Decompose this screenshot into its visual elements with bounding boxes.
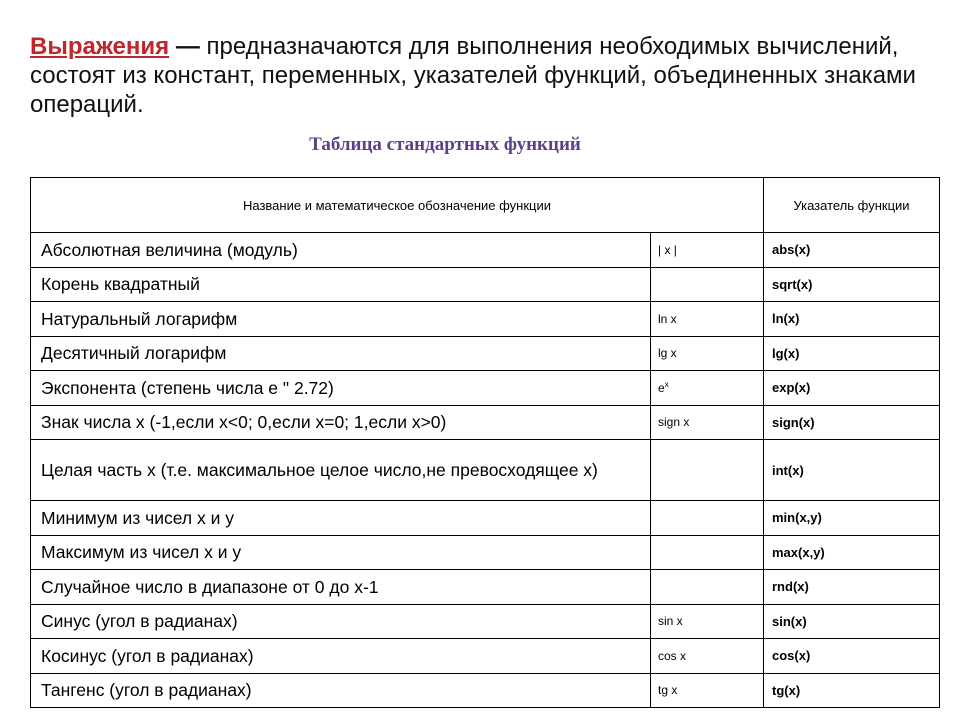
header-function-name: Название и математическое обозначение функции <box>31 178 764 233</box>
function-name-cell: Тангенс (угол в радианах) <box>31 673 651 708</box>
math-notation: cos x <box>658 648 687 663</box>
intro-paragraph <box>30 32 930 119</box>
function-pointer-cell: int(x) <box>764 440 940 501</box>
table-row <box>31 440 940 501</box>
math-notation: | x | <box>658 242 677 257</box>
math-notation: e <box>658 381 665 396</box>
function-name-cell: Целая часть x (т.е. максимальное целое число,не превосходящее x) <box>31 440 651 501</box>
table-row <box>31 405 940 440</box>
math-notation-cell <box>651 673 764 708</box>
table-row <box>31 673 940 708</box>
table-row <box>31 639 940 674</box>
math-notation-cell <box>651 604 764 639</box>
function-name-cell: Косинус (угол в радианах) <box>31 639 651 674</box>
math-superscript: x <box>664 380 669 390</box>
table-row <box>31 371 940 406</box>
math-notation-cell <box>651 371 764 406</box>
function-pointer-cell: abs(x) <box>764 233 940 268</box>
math-notation-cell <box>651 440 764 501</box>
table-row <box>31 233 940 268</box>
function-name-cell: Минимум из чисел x и y <box>31 501 651 536</box>
math-notation: ln x <box>658 311 677 326</box>
function-name-cell: Синус (угол в радианах) <box>31 604 651 639</box>
header-function-pointer: Указатель функции <box>764 178 940 233</box>
function-pointer-cell: tg(x) <box>764 673 940 708</box>
intro-text: предназначаются для выполнения необходимых вычислений, состоят из констант, переменных, указателей функций, объединенных знаками операций. <box>30 33 916 118</box>
table-title: Таблица стандартных функций <box>309 134 581 155</box>
function-pointer-cell: rnd(x) <box>764 570 940 605</box>
function-pointer-cell: min(x,y) <box>764 501 940 536</box>
table-row <box>31 302 940 337</box>
table-row <box>31 336 940 371</box>
table-body <box>31 233 940 708</box>
math-notation-cell <box>651 639 764 674</box>
math-notation: sign x <box>658 415 690 430</box>
table-header-row <box>31 178 940 233</box>
function-pointer-cell: exp(x) <box>764 371 940 406</box>
math-notation-cell <box>651 535 764 570</box>
function-name-cell: Знак числа x (-1,если x<0; 0,если x=0; 1,если x>0) <box>31 405 651 440</box>
math-notation: lg x <box>658 346 677 361</box>
function-pointer-cell: sign(x) <box>764 405 940 440</box>
table-row <box>31 267 940 302</box>
em-dash: — <box>175 33 200 60</box>
function-pointer-cell: sin(x) <box>764 604 940 639</box>
function-name-cell: Экспонента (степень числа е " 2.72) <box>31 371 651 406</box>
function-pointer-cell: ln(x) <box>764 302 940 337</box>
function-name-cell: Корень квадратный <box>31 267 651 302</box>
math-notation: sin x <box>658 614 683 629</box>
math-notation: tg x <box>658 683 678 698</box>
term-expressions: Выражения <box>30 33 170 60</box>
function-name-cell: Случайное число в диапазоне от 0 до x-1 <box>31 570 651 605</box>
function-pointer-cell: cos(x) <box>764 639 940 674</box>
table-row <box>31 604 940 639</box>
function-name-cell: Натуральный логарифм <box>31 302 651 337</box>
math-notation-cell <box>651 501 764 536</box>
math-notation-cell <box>651 233 764 268</box>
table-row <box>31 501 940 536</box>
function-name-cell: Максимум из чисел x и y <box>31 535 651 570</box>
math-notation-cell <box>651 267 764 302</box>
function-name-cell: Абсолютная величина (модуль) <box>31 233 651 268</box>
function-pointer-cell: max(x,y) <box>764 535 940 570</box>
math-notation-cell <box>651 405 764 440</box>
function-pointer-cell: sqrt(x) <box>764 267 940 302</box>
table-row <box>31 570 940 605</box>
function-name-cell: Десятичный логарифм <box>31 336 651 371</box>
standard-functions-table <box>30 177 940 708</box>
table-row <box>31 535 940 570</box>
function-pointer-cell: lg(x) <box>764 336 940 371</box>
math-notation-cell <box>651 570 764 605</box>
math-notation-cell <box>651 336 764 371</box>
math-notation-cell <box>651 302 764 337</box>
